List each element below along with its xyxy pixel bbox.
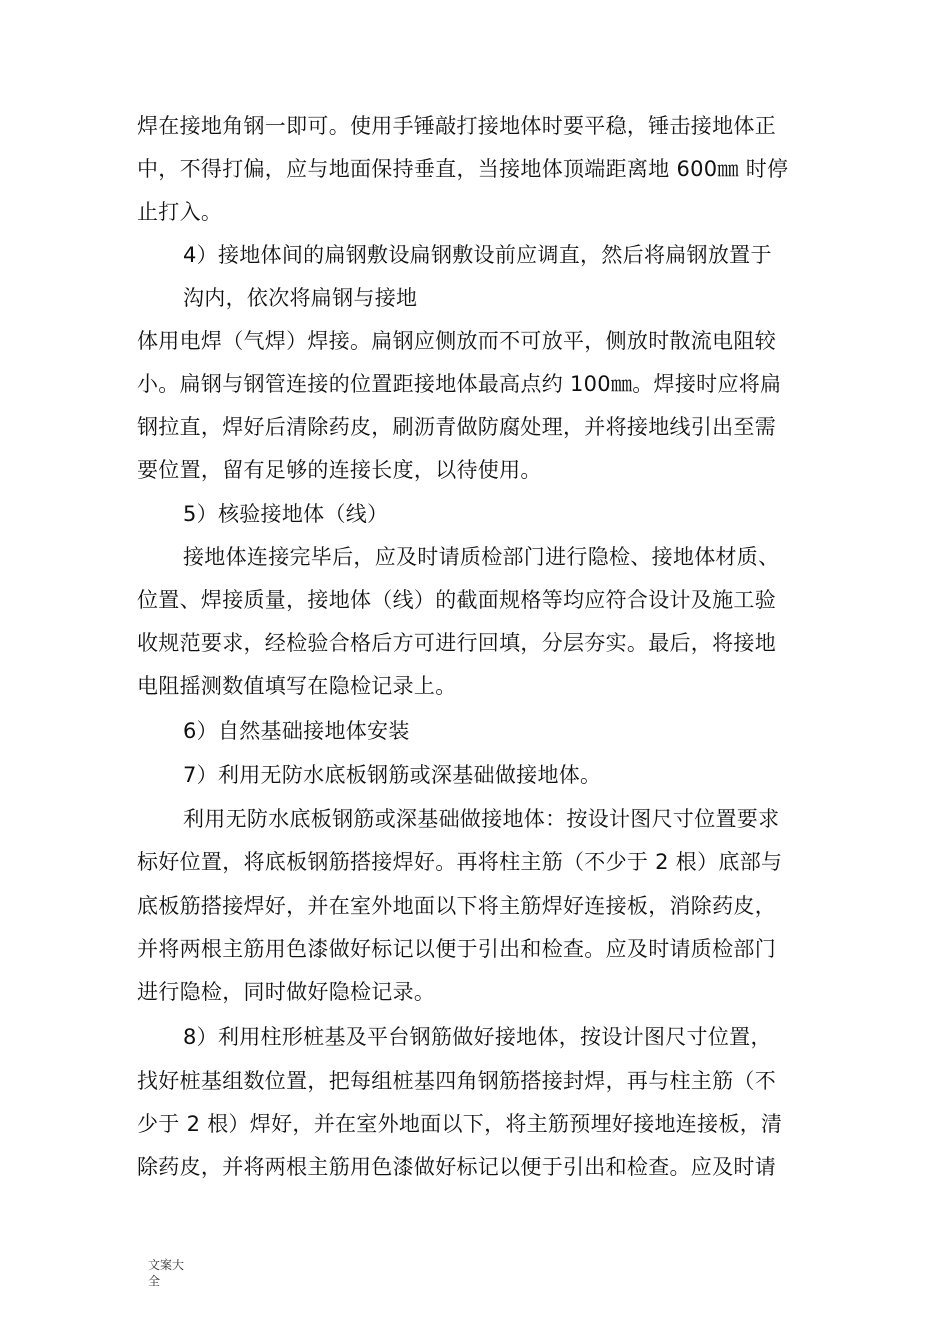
body-line: 小。扁钢与钢管连接的位置距接地体最高点约 100㎜。焊接时应将扁: [137, 372, 782, 396]
body-line: 并将两根主筋用色漆做好标记以便于引出和检查。应及时请质检部门: [137, 937, 776, 961]
body-line: 焊在接地角钢一即可。使用手锤敲打接地体时要平稳，锤击接地体正: [137, 114, 776, 138]
list-item-heading: 7）利用无防水底板钢筋或深基础做接地体。: [183, 763, 602, 787]
body-line: 除药皮，并将两根主筋用色漆做好标记以便于引出和检查。应及时请: [137, 1155, 776, 1179]
body-line: 接地体连接完毕后，应及时请质检部门进行隐检、接地体材质、: [183, 545, 780, 569]
footer-text: 文案大全: [148, 1258, 185, 1288]
body-line: 位置、焊接质量，接地体（线）的截面规格等均应符合设计及施工验: [137, 588, 776, 612]
list-item-heading: 6）自然基础接地体安装: [183, 719, 410, 743]
body-line: 找好桩基组数位置，把每组桩基四角钢筋搭接封焊，再与柱主筋（不: [137, 1069, 776, 1093]
body-line: 进行隐检，同时做好隐检记录。: [137, 980, 436, 1004]
body-line: 止打入。: [137, 200, 223, 224]
list-item-heading: 8）利用柱形桩基及平台钢筋做好接地体，按设计图尺寸位置，: [183, 1025, 772, 1049]
body-line: 沟内，依次将扁钢与接地: [183, 286, 418, 310]
body-line: 利用无防水底板钢筋或深基础做接地体：按设计图尺寸位置要求: [183, 807, 780, 831]
body-line: 钢拉直，焊好后清除药皮，刷沥青做防腐处理，并将接地线引出至需: [137, 415, 776, 439]
body-line: 体用电焊（气焊）焊接。扁钢应侧放而不可放平，侧放时散流电阻较: [137, 329, 776, 353]
body-line: 电阻摇测数值填写在隐检记录上。: [137, 674, 457, 698]
list-item-heading: 4）接地体间的扁钢敷设扁钢敷设前应调直，然后将扁钢放置于: [183, 243, 772, 267]
body-line: 收规范要求，经检验合格后方可进行回填，分层夯实。最后，将接地: [137, 631, 776, 655]
body-line: 要位置，留有足够的连接长度，以待使用。: [137, 458, 542, 482]
body-line: 中，不得打偏，应与地面保持垂直，当接地体顶端距离地 600㎜ 时停: [137, 157, 789, 181]
list-item-heading: 5）核验接地体（线）: [183, 502, 389, 526]
body-line: 底板筋搭接焊好，并在室外地面以下将主筋焊好连接板，消除药皮，: [137, 894, 776, 918]
body-line: 少于 2 根）焊好，并在室外地面以下，将主筋预埋好接地连接板，清: [137, 1112, 783, 1136]
body-line: 标好位置，将底板钢筋搭接焊好。再将柱主筋（不少于 2 根）底部与: [137, 850, 783, 874]
